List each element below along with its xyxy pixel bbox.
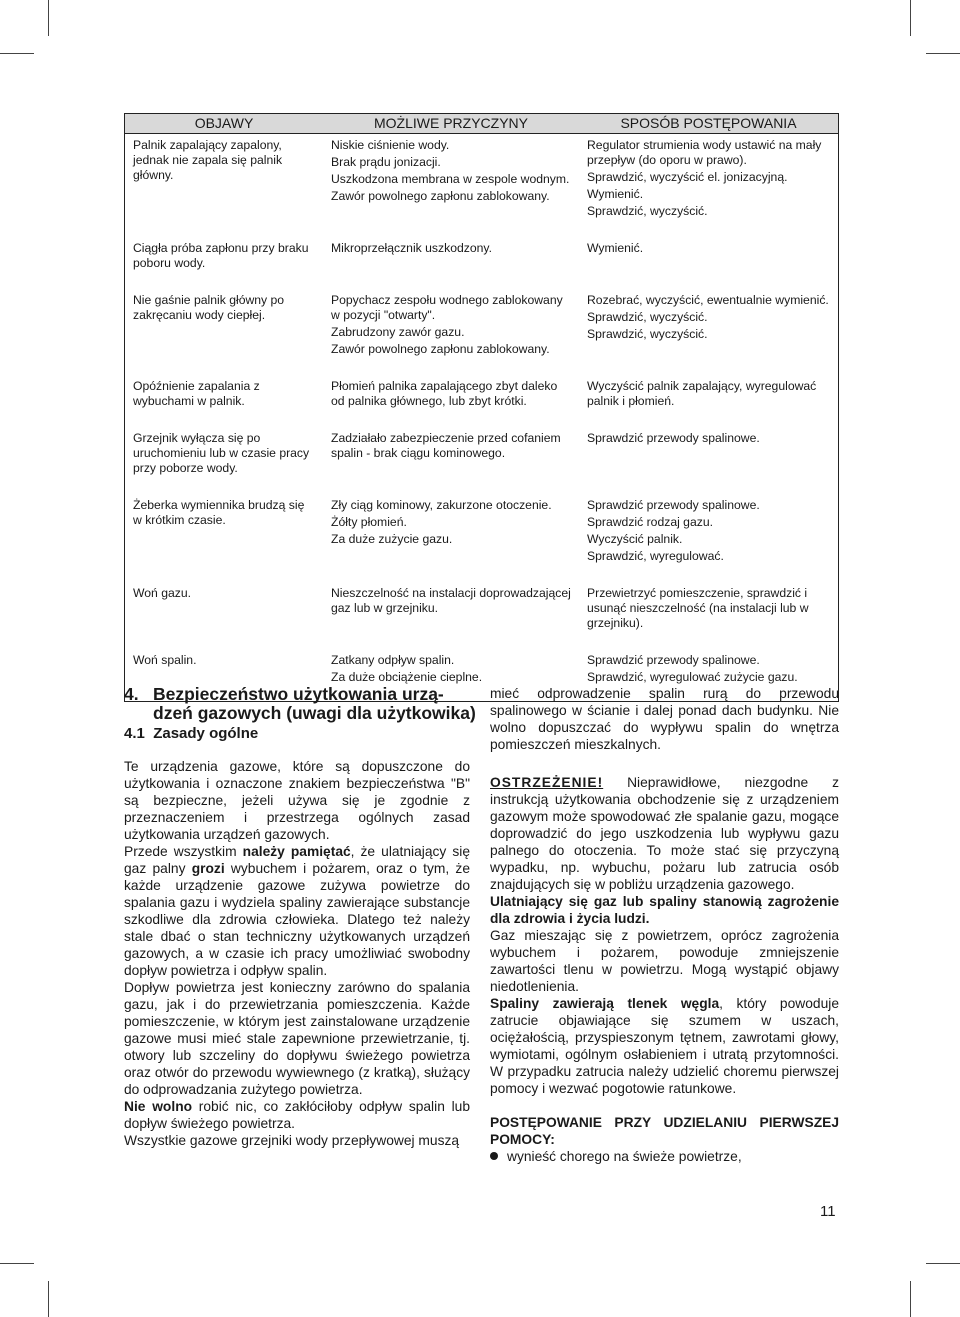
action-text: Sprawdzić, wyczyścić. — [587, 310, 708, 324]
table-header-row — [125, 114, 839, 134]
cause-cell — [323, 379, 579, 431]
action-text: Rozebrać, wyczyścić, ewentualnie wymienić. — [587, 293, 829, 307]
cause-text: Niskie ciśnienie wody. — [331, 138, 450, 152]
action-text: Sprawdzić, wyczyścić el. jonizacyjną. — [587, 170, 788, 184]
warning-label: OSTRZEŻENIE! — [490, 775, 604, 790]
crop-mark — [910, 1281, 911, 1317]
symptom-cell — [125, 498, 324, 586]
bold-statement: Ulatniający się gaz lub spaliny stanowią zagrożenie dla zdrowia i życia ludzi. — [490, 894, 839, 926]
cause-text: Zawór powolnego zapłonu zablokowany. — [331, 342, 550, 356]
cause-text: Zatkany odpływ spalin. — [331, 653, 455, 667]
crop-mark — [48, 0, 49, 36]
cause-text: Zabrudzony zawór gazu. — [331, 325, 465, 339]
crop-mark — [910, 0, 911, 36]
section-heading — [124, 685, 476, 743]
section-number: 4. — [124, 684, 139, 704]
cause-cell — [323, 134, 579, 242]
symptom-text: Nie gaśnie palnik główny po zakręcaniu wody ciepłej. — [133, 293, 285, 322]
paragraph: Te urządzenia gazowe, które są dopuszczone do użytkowania i oznaczone znakiem bezpieczeństwa "B" są bezpieczne, jeżeli używa się je zgodnie z przeznaczeniem i przestrzega ogólnych zasad użytkowania urządzeń gazowych. — [124, 759, 470, 842]
symptom-text: Woń gazu. — [133, 586, 192, 600]
paragraph: Gaz mieszając się z powietrzem, oprócz zagrożenia wybuchem i pożarem, powoduje zmniejszenie zawartości tlenu w powietrzu. Mogą wystąpić objawy niedotlenienia. — [490, 928, 839, 994]
page-number: 11 — [820, 1203, 836, 1220]
symptom-text: Opóźnienie zapalania z wybuchami w palnik. — [133, 379, 260, 408]
crop-mark — [0, 1263, 34, 1264]
action-text: Sprawdzić, wyczyścić. — [587, 204, 708, 218]
cause-text: Brak prądu jonizacji. — [331, 155, 441, 169]
list-item: wynieść chorego na świeże powietrze, — [490, 1148, 839, 1165]
cause-text: Popychacz zespołu wodnego zablokowany w pozycji "otwarty". — [331, 293, 563, 322]
cause-text: Mikroprzełącznik uszkodzony. — [331, 241, 492, 255]
cause-cell — [323, 586, 579, 653]
cause-text: Żółty płomień. — [331, 515, 407, 529]
warning-paragraph: OSTRZEŻENIE! Nieprawidłowe, niezgodne z instrukcją użytkowania obchodzenie się z urządzeniem gazowym może spowodować złe spalanie gazu, mogące doprowadzić do jego uszkodzenia lub wypływu gazu palnego do otoczenia. To może stać się przyczyną wypadku, np. wybuchu, pożaru lub zatrucia osób znajdujących się w pobliżu urządzenia gazowego. — [490, 775, 839, 892]
symptom-text: Żeberka wymiennika brudzą się w krótkim czasie. — [133, 498, 305, 527]
table-row — [125, 134, 839, 242]
symptom-text: Palnik zapalający zapalony, jednak nie zapala się palnik główny. — [133, 138, 283, 182]
action-cell — [579, 293, 839, 379]
symptom-cell — [125, 379, 324, 431]
cause-text: Nieszczelność na instalacji doprowadzającej gaz lub w grzejniku. — [331, 586, 571, 615]
action-text: Sprawdzić, wyczyścić. — [587, 327, 708, 341]
troubleshooting-table — [124, 113, 839, 702]
cause-text: Zły ciąg kominowy, zakurzone otoczenie. — [331, 498, 552, 512]
header-actions: SPOSÓB POSTĘPOWANIA — [579, 114, 839, 134]
cause-cell — [323, 498, 579, 586]
action-cell — [579, 134, 839, 242]
right-column — [490, 685, 839, 1165]
cause-text: Za duże zużycie gazu. — [331, 532, 453, 546]
action-text: Wymienić. — [587, 187, 644, 201]
action-text: Regulator strumienia wody ustawić na mały przepływ (do oporu w prawo). — [587, 138, 822, 167]
bullet-icon — [490, 1152, 498, 1160]
action-text: Wyczyścić palnik zapalający, wyregulować palnik i płomień. — [587, 379, 817, 408]
symptom-text: Grzejnik wyłącza się po uruchomieniu lub w czasie pracy przy poborze wody. — [133, 431, 310, 475]
first-aid-heading: POSTĘPOWANIE PRZY UDZIELANIU PIERWSZEJ POMOCY: — [490, 1115, 839, 1147]
symptom-cell — [125, 293, 324, 379]
left-column — [124, 758, 470, 1149]
action-text: Sprawdzić przewody spalinowe. — [587, 431, 760, 445]
table-row — [125, 498, 839, 586]
cause-text: Za duże obciążenie cieplne. — [331, 670, 483, 684]
section-title-line1: Bezpieczeństwo użytkowania urzą- — [153, 684, 444, 704]
action-cell — [579, 431, 839, 498]
subsection-title: 4.1 Zasady ogólne — [124, 725, 259, 742]
action-text: Sprawdzić przewody spalinowe. — [587, 653, 760, 667]
paragraph: Wszystkie gazowe grzejniki wody przepływowej muszą — [124, 1133, 460, 1148]
action-text: Sprawdzić, wyregulować zużycie gazu. — [587, 670, 798, 684]
action-cell — [579, 379, 839, 431]
crop-mark — [926, 1263, 960, 1264]
crop-mark — [48, 1281, 49, 1317]
paragraph: Spaliny zawierają tlenek węgla, który powoduje zatrucie objawiające się szumem w uszach, ociężałością, przyspieszonym tętnem, zawrotami głowy, wymiotami, ogólnym osłabieniem i utratą przytomności. W przypadku zatrucia należy udzielić choremu pierwszej pomocy i wezwać pogotowie ratunkowe. — [490, 996, 839, 1096]
paragraph: mieć odprowadzenie spalin rurą do przewodu spalinowego w ścianie i dalej ponad dach budynku. Nie wolno dopuszczać do wypływu spalin do wnętrza pomieszczeń mieszkalnych. — [490, 686, 839, 752]
header-causes: MOŻLIWE PRZYCZYNY — [323, 114, 579, 134]
paragraph: Przede wszystkim należy pamiętać, że ulatniający się gaz palny grozi wybuchem i pożarem, oraz o tym, że każde urządzenie gazowe zużywa powietrze do spalania gazu i wydziela spaliny zawierające substancje szkodliwe dla zdrowia człowieka. Dlatego też należy stale dbać o stan techniczny użytkowanych urządzeń gazowych, a w czasie ich pracy umożliwiać swobodny dopływ powietrza i odpływ spalin. — [124, 844, 471, 978]
symptom-cell — [125, 241, 324, 293]
cause-text: Zadziałało zabezpieczenie przed cofaniem spalin - brak ciągu kominowego. — [331, 431, 561, 460]
header-symptoms: OBJAWY — [125, 114, 324, 134]
action-text: Wyczyścić palnik. — [587, 532, 683, 546]
crop-mark — [0, 53, 34, 54]
symptom-text: Woń spalin. — [133, 653, 197, 667]
paragraph: Dopływ powietrza jest konieczny zarówno do spalania gazu, jak i do przewietrzania pomieszczenia. Każde pomieszczenie, w którym jest zainstalowane urządzenie gazowe musi mieć stale zapewnione przewietrzanie, tj. otwory lub szczeliny do dopływu świeżego powietrza oraz otwór do przewodu wywiewnego (z kratką), służący do odprowadzania zużytego powietrza. — [124, 980, 470, 1097]
crop-mark — [926, 53, 960, 54]
symptom-text: Ciągła próba zapłonu przy braku poboru wody. — [133, 241, 309, 270]
paragraph: Nie wolno robić nic, co zakłóciłoby odpływ spalin lub dopływ świeżego powietrza. — [124, 1099, 471, 1131]
table-row — [125, 293, 839, 379]
action-cell — [579, 586, 839, 653]
action-text: Przewietrzyć pomieszczenie, sprawdzić i usunąć nieszczelność (na instalacji lub w grzejniku). — [587, 586, 809, 630]
action-cell — [579, 241, 839, 293]
symptom-cell — [125, 431, 324, 498]
action-cell — [579, 498, 839, 586]
symptom-cell — [125, 586, 324, 653]
section-title-line2: dzeń gazowych (uwagi dla użytkowika) — [153, 703, 476, 723]
action-text: Sprawdzić rodzaj gazu. — [587, 515, 713, 529]
action-text: Wymienić. — [587, 241, 644, 255]
cause-text: Uszkodzona membrana w zespole wodnym. — [331, 172, 570, 186]
table-row — [125, 379, 839, 431]
cause-cell — [323, 293, 579, 379]
table-row — [125, 431, 839, 498]
symptom-cell — [125, 134, 324, 242]
table-row — [125, 241, 839, 293]
cause-cell — [323, 431, 579, 498]
table-row — [125, 586, 839, 653]
action-text: Sprawdzić, wyregulować. — [587, 549, 724, 563]
cause-text: Zawór powolnego zapłonu zablokowany. — [331, 189, 550, 203]
cause-cell — [323, 241, 579, 293]
action-text: Sprawdzić przewody spalinowe. — [587, 498, 760, 512]
cause-text: Płomień palnika zapalającego zbyt daleko od palnika głównego, lub zbyt krótki. — [331, 379, 558, 408]
